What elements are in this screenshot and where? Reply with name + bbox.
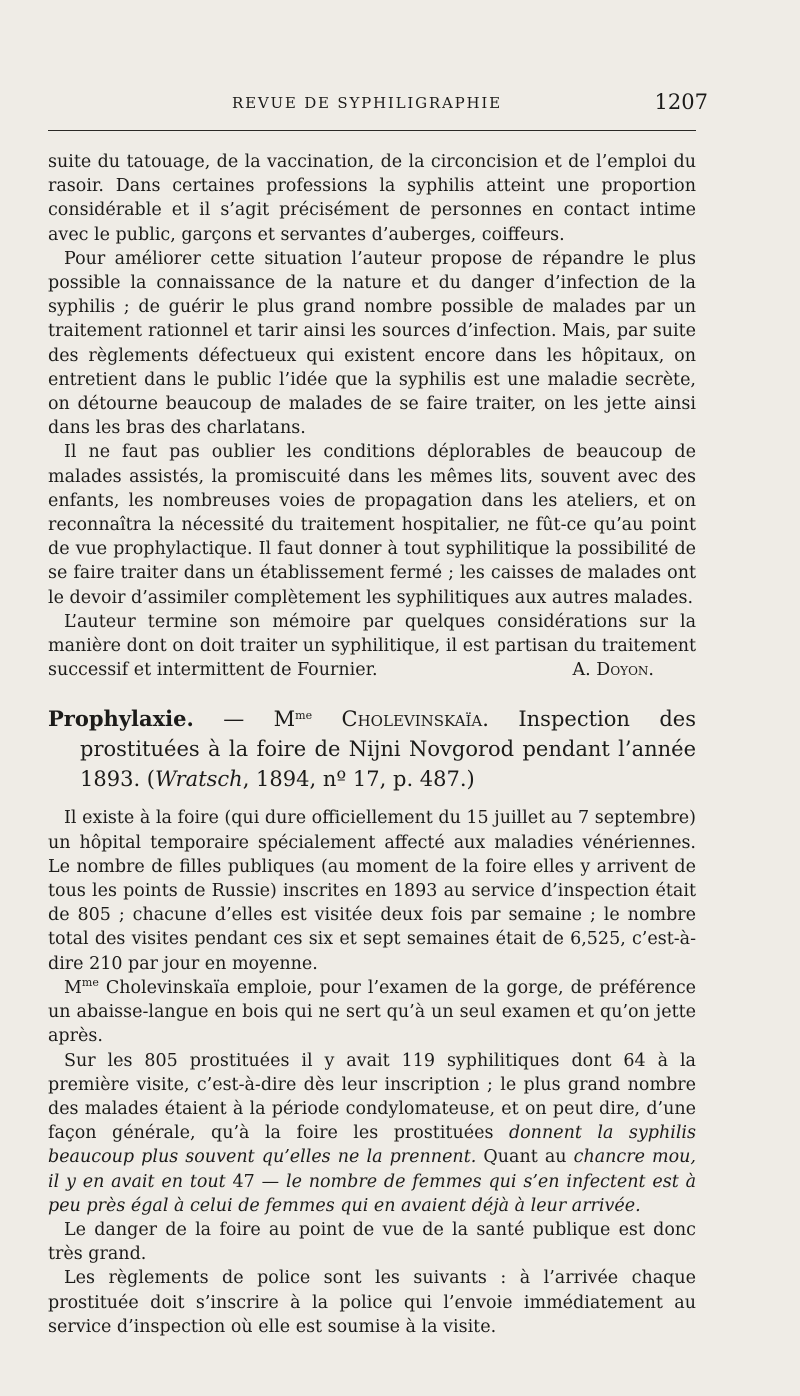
heading-dash: — M: [193, 707, 296, 732]
paragraph-text: Quant au: [476, 1147, 574, 1168]
italic-text: donnent la syphilis beaucoup plus souvent qu’elles ne la prennent.: [48, 1123, 696, 1168]
paragraph: Il existe à la foire (qui dure officiellement du 15 juillet au 7 septembre) un hôpital temporaire spécialement affecté aux maladies vénériennes. Le nombre de filles publiques (au moment de la foire elles y arrivent de tous les points de Russie) inscrites en 1893 au service d’inspection était de 805 ; chacune d’elles est visitée deux fois par semaine ; le nombre total des visites pendant ces six et sept semaines était de 6,525, c’est-à-dire 210 par jour en moyenne.: [48, 808, 696, 974]
paragraph: suite du tatouage, de la vaccination, de la circoncision et de l’emploi du rasoir. Dans certaines professions la syphilis atteint une proportion considérable et il s’agit précisément de personnes en contact intime avec le public, garçons et servantes d’auberges, coiffeurs.: [48, 152, 696, 245]
paragraph-m: M: [64, 977, 82, 998]
paragraph: Il ne faut pas oublier les conditions déplorables de beaucoup de malades assistés, la promiscuité dans les mêmes lits, souvent avec des enfants, les nombreuses voies de propagation dans les ateliers, et on reconnaîtra la nécessité du traitement hospitalier, ne fût-ce qu’au point de vue prophylactique. Il faut donner à tout syphilitique la possibilité de se faire traiter dans un établissement fermé ; les caisses de malades ont le devoir d’assimiler complètement les syphilitiques aux autres malades.: [48, 442, 696, 608]
running-head: [48, 92, 708, 122]
section-label: Prophylaxie.: [48, 706, 194, 732]
paragraph: [48, 976, 696, 1049]
italic-text: le nombre de femmes qui s’en infectent est à peu près égal à celui de femmes qui en avaient déjà à leur arrivée.: [48, 1171, 696, 1216]
heading-author: Cholevinskaïa.: [341, 707, 489, 732]
heading-superscript: me: [295, 709, 313, 723]
paragraph: [48, 1049, 696, 1218]
italic-text: chancre mou, il y en avait en tout: [48, 1147, 696, 1192]
paragraph: Les règlements de police sont les suivants : à l’arrivée chaque prostituée doit s’inscrire à la police qui l’envoie immédiatement au service d’inspection où elle est soumise à la visite.: [48, 1268, 696, 1337]
paragraph-text: Sur les 805 prostituées il y avait 119 syphilitiques dont 64 à la première visite, c’est-à-dire dès leur inscription ; le plus grand nombre des malades étaient à la période condylomateuse, et on peut dire, d’une façon générale, qu’à la foire les prostituées: [48, 1050, 696, 1144]
paragraph-text: 47 —: [225, 1171, 286, 1192]
heading-title: Inspection des prostituées à la foire de Nijni Novgorod pendant l’année 1893. (: [80, 707, 696, 792]
section-heading: [48, 704, 696, 794]
page-number: 1207: [654, 90, 708, 114]
paragraph: [48, 610, 696, 683]
paragraph-text: L’auteur termine son mémoire par quelques considérations sur la manière dont on doit traiter un syphilitique, il est partisan du traitement successif et intermittent de Fournier.: [48, 611, 696, 681]
paragraph-superscript: me: [81, 975, 99, 989]
journal-title: REVUE DE SYPHILIGRAPHIE: [232, 94, 502, 112]
header-rule: [48, 130, 696, 131]
page-body: [48, 150, 696, 1339]
paragraph: Le danger de la foire au point de vue de la santé publique est donc très grand.: [48, 1219, 696, 1265]
paragraph: Pour améliorer cette situation l’auteur propose de répandre le plus possible la connaissance de la nature et du danger d’infection de la syphilis ; de guérir le plus grand nombre possible de malades par un traitement rationnel et tarir ainsi les sources d’infection. Mais, par suite des règlements défectueux qui existent encore dans les hôpitaux, on entretient dans le public l’idée que la syphilis est une maladie secrète, on détourne beaucoup de malades de se faire traiter, on les jette ainsi dans les bras des charlatans.: [48, 248, 696, 439]
paragraph-text: Cholevinskaïa emploie, pour l’examen de la gorge, de préférence un abaisse-langue en bois qui ne sert qu’à un seul examen et qu’on jette après.: [48, 977, 696, 1047]
heading-reference: , 1894, nº 17, p. 487.): [242, 767, 475, 792]
heading-journal: Wratsch: [155, 767, 243, 792]
author-signature: A. Doyon.: [572, 660, 654, 681]
